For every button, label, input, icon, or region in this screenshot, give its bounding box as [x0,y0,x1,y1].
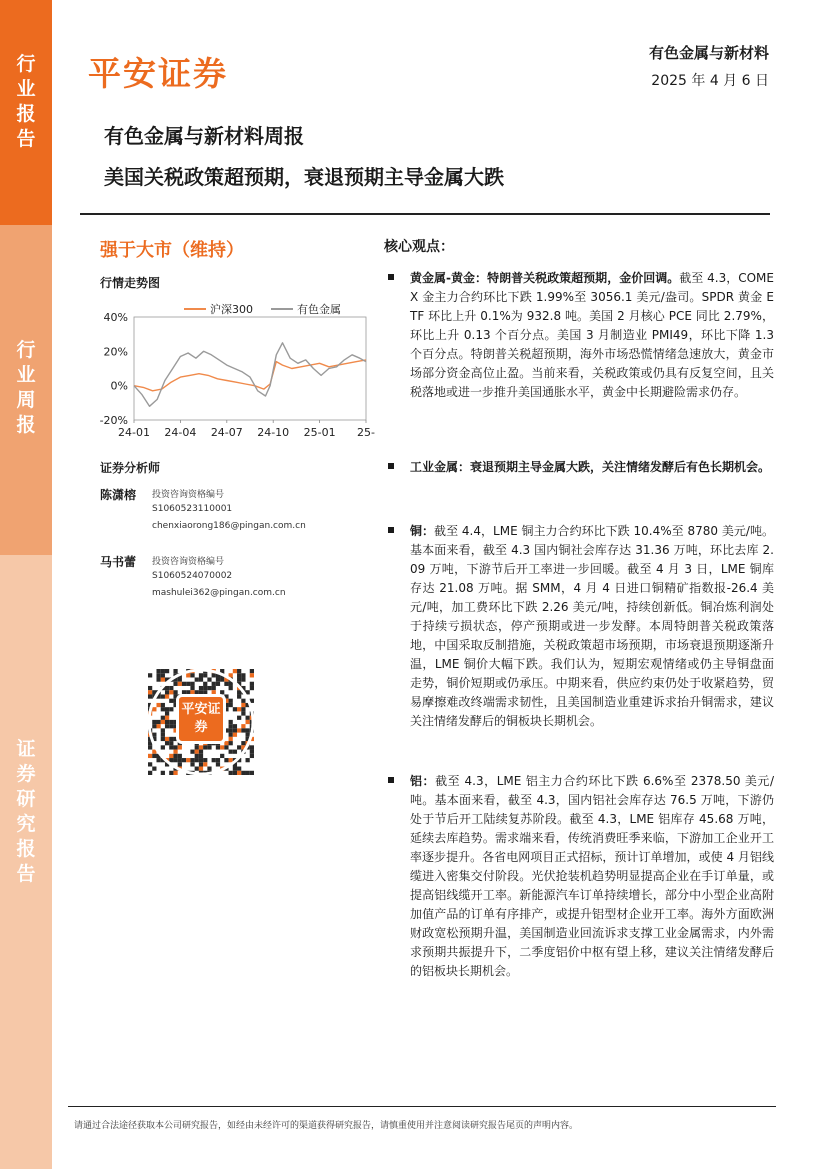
qr-module [169,686,173,690]
qr-module [148,690,152,694]
qr-module [237,771,241,775]
qr-module [156,677,160,681]
qr-module [246,758,250,762]
qr-module [169,707,173,711]
qr-module [229,686,233,690]
qr-module [241,741,245,745]
x-tick-label: 24-04 [164,426,197,439]
qr-module [148,745,152,749]
qr-module [169,720,173,724]
x-tick-label: 24-10 [257,426,290,439]
analyst-cert-number: S1060524070002 [152,571,233,581]
qr-module [190,673,194,677]
qr-module [161,720,165,724]
qr-module [233,733,237,737]
analyst-cert-label: 投资咨询资格编号 [152,490,225,500]
qr-module [224,682,228,686]
qr-module [169,754,173,758]
qr-module [229,741,233,745]
qr-module [233,669,237,673]
analyst-name: 陈潇榕 [100,488,137,502]
analyst-email[interactable]: mashulei362@pingan.com.cn [152,588,286,598]
qr-module [237,767,241,771]
qr-module [229,682,233,686]
qr-module [173,750,177,754]
qr-module [190,762,194,766]
qr-module [250,750,254,754]
market-trend-chart [96,295,375,445]
qr-module [186,758,190,762]
paragraph-body: 截至 4.4，LME 铜主力合约环比下跌 10.4%至 8780 美元/吨。基本面来看，截至 4.3 国内铜社会库存达 31.36 万吨，环比去库 2.09 万吨，下游节后开工率进一步回暖。截至 4 月 3 日，LME 铜库存达 21.08 万吨。据 SMM，4 月 4 日进口铜精矿指数报-26.4 美元/吨，加工费环比下跌 2.26 美元/吨，持续创新低。铜冶炼利润处于持续亏损状态，停产预期或进一步发酵。本周特朗普关税政策落地，中国采取反制措施，关税政策超市场预期，市场衰退预期逐渐升温，LME 铜价大幅下跌。我们认为，短期宏观情绪或仍主导铜盘面走势，铜价短期或仍承压。中期来看，供应约束仍处于收紧趋势，贸易摩擦难改终端需求韧性，且美国制造业重建诉求抬升铜需求，建议关注情绪发酵后的铜板块长期机会。 [410,524,774,728]
analyst-section-title: 证券分析师 [100,461,161,475]
qr-module [233,750,237,754]
qr-module [161,703,165,707]
chart-series [134,343,366,407]
qr-module [229,699,233,703]
qr-module [156,703,160,707]
side-band [0,0,52,1169]
qr-module [161,728,165,732]
qr-module [152,707,156,711]
y-tick-label: -20% [99,414,128,427]
qr-module [229,758,233,762]
qr-module [250,771,254,775]
qr-module [229,703,233,707]
qr-module [220,754,224,758]
qr-module [169,737,173,741]
qr-module [224,741,228,745]
qr-module [216,745,220,749]
qr-module [195,677,199,681]
qr-module [241,707,245,711]
x-tick-label: 25-01 [303,426,336,439]
qr-module [169,699,173,703]
view-paragraph-aluminum [388,772,774,981]
qr-module [165,707,169,711]
qr-module [148,754,152,758]
qr-module [173,745,177,749]
qr-module [216,677,220,681]
chart-legend [184,302,341,316]
qr-module [152,720,156,724]
x-tick-label: 24-01 [118,426,150,439]
qr-module [199,767,203,771]
qr-module [216,762,220,766]
footer-divider [68,1106,776,1107]
qr-module [229,750,233,754]
qr-module [195,767,199,771]
side-band-report-kind [0,225,52,555]
qr-module [233,728,237,732]
qr-module [182,758,186,762]
qr-module [241,724,245,728]
qr-module [246,720,250,724]
qr-module [152,724,156,728]
paragraph-text [410,772,774,981]
qr-module [165,669,169,673]
qr-module [199,758,203,762]
qr-module [178,677,182,681]
qr-module [250,673,254,677]
qr-module [203,758,207,762]
qr-module [169,758,173,762]
qr-module [229,737,233,741]
qr-module [241,703,245,707]
qr-module [229,724,233,728]
qr-module [148,762,152,766]
qr-module [250,745,254,749]
qr-module [246,716,250,720]
qr-module [148,686,152,690]
qr-module [237,694,241,698]
qr-module [195,754,199,758]
qr-module [169,771,173,775]
qr-module [161,673,165,677]
qr-module [182,682,186,686]
analyst-cert-label: 投资咨询资格编号 [152,557,225,567]
qr-module [156,720,160,724]
qr-logo-badge [176,694,226,744]
qr-module [216,758,220,762]
paragraph-body: 截至 4.3，COMEX 金主力合约环比下跌 1.99%至 3056.1 美元/盎司。SPDR 黄金 ETF 环比上升 0.1%为 932.8 吨。美国 2 月核心 PCE 同比 2.79%，环比上升 0.13 个百分点。美国 3 月制造业 PMI49，环比下降 1.3 个百分点。特朗普关税超预期，海外市场恐慌情绪急速放大，黄金市场部分资金高位止盈。当前来看，关税政策或仍具有反复空间，且关税落地或进一步推升美国通胀水平，黄金中长期避险需求仍存。 [410,271,774,399]
analyst-name: 马书蕾 [100,555,137,569]
qr-module [148,771,152,775]
qr-module [212,673,216,677]
y-tick-label: 20% [103,345,128,359]
qr-module [152,767,156,771]
qr-module [246,771,250,775]
qr-module [161,669,165,673]
qr-module [203,673,207,677]
qr-module [250,754,254,758]
qr-module [156,669,160,673]
qr-module [199,677,203,681]
qr-module [203,745,207,749]
qr-module [203,762,207,766]
qr-module [241,677,245,681]
rating-label: 强于大市（维持） [100,240,244,261]
qr-module [165,686,169,690]
qr-logo-text: 平安证券 [181,702,221,735]
qr-module [190,750,194,754]
view-paragraph-copper [388,522,774,731]
qr-module [169,741,173,745]
qr-module [178,762,182,766]
bullet-icon [388,777,394,783]
qr-module [199,745,203,749]
core-views-title: 核心观点： [384,239,454,255]
qr-module [152,733,156,737]
qr-module [199,686,203,690]
qr-module [220,745,224,749]
qr-module [250,669,254,673]
qr-module [173,669,177,673]
side-band-research [0,555,52,1169]
industry-label: 有色金属与新材料 [648,44,769,62]
qr-module [161,716,165,720]
paragraph-lead: 铝： [410,774,436,788]
qr-module [148,694,152,698]
qr-module [165,694,169,698]
qr-module [156,673,160,677]
paragraph-text [410,458,774,477]
qr-module [161,737,165,741]
side-band-report-category [0,0,52,225]
qr-module [246,728,250,732]
qr-module [237,669,241,673]
qr-module [233,767,237,771]
qr-module [169,690,173,694]
qr-module [165,716,169,720]
paragraph-lead: 工业金属：衰退预期主导金属大跌，关注情绪发酵后有色长期机会。 [410,460,771,474]
qr-module [152,754,156,758]
qr-module [233,707,237,711]
qr-module [173,682,177,686]
qr-module [165,690,169,694]
qr-module [207,686,211,690]
qr-module [156,758,160,762]
qr-module [237,728,241,732]
qr-module [190,758,194,762]
qr-module [195,750,199,754]
qr-module [207,767,211,771]
qr-module [169,745,173,749]
qr-module [178,754,182,758]
qr-module [165,724,169,728]
side-band-label-1: 行业报告 [16,53,36,150]
qr-module [229,733,233,737]
qr-module [186,673,190,677]
qr-module [241,699,245,703]
qr-module [250,682,254,686]
qr-module [241,673,245,677]
paragraph-text [410,522,774,731]
qr-module [207,677,211,681]
y-tick-label: 0% [110,379,128,393]
qr-module [199,673,203,677]
qr-module [207,745,211,749]
qr-module [199,750,203,754]
header-divider [80,213,770,215]
qr-module [161,677,165,681]
qr-module [250,686,254,690]
qr-module [165,741,169,745]
qr-module [161,745,165,749]
qr-module [173,771,177,775]
company-logo: 平安证券 [88,54,228,93]
paragraph-body: 截至 4.3，LME 铝主力合约环比下跌 6.6%至 2378.50 美元/吨。基本面来看，截至 4.3，国内铝社会库存达 76.5 万吨，下游仍处于节后开工陆续复苏阶段。截至 4.3，LME 铝库存 45.68 万吨，延续去库趋势。需求端来看，传统消费旺季来临，下游加工企业开工率逐步提升。各省电网项目正式招标，预计订单增加，或使 4 月铝线缆进入密集交付阶段。光伏抢装机趋势明显提高企业在手订单量，或提高铝线缆开工率。新能源汽车订单持续增长，部分中小型企业高附加值产品的订单有序排产，或提升铝型材企业开工率。海外方面欧洲财政宽松预期升温，美国制造业回流诉求支撑工业金属需求，内外需求预期共振提升下，二季度铝价中枢有望上移，建议关注情绪发酵后的铝板块长期机会。 [410,774,774,978]
qr-module [229,771,233,775]
qr-module [246,733,250,737]
legend-label: 沪深300 [210,303,253,316]
side-band-label-2: 行业周报 [16,339,36,436]
qr-module [212,682,216,686]
qr-module [237,716,241,720]
qr-module [165,737,169,741]
qr-module [173,758,177,762]
report-headline: 美国关税政策超预期，衰退预期主导金属大跌 [104,165,504,189]
qr-module [237,690,241,694]
footer-disclaimer: 请通过合法途径获取本公司研究报告，如经由未经许可的渠道获得研究报告，请慎重使用并注意阅读研究报告尾页的声明内容。 [74,1121,579,1131]
qr-module [169,724,173,728]
qr-module [237,745,241,749]
qr-module [216,682,220,686]
qr-module [224,745,228,749]
report-date: 2025 年 4 月 6 日 [651,73,769,89]
qr-module [178,745,182,749]
qr-module [237,673,241,677]
qr-module [233,724,237,728]
qr-module [199,762,203,766]
qr-module [173,690,177,694]
chart-axes [100,311,375,439]
analyst-cert-number: S1060523110001 [152,504,233,514]
qr-module [229,728,233,732]
qr-module [241,771,245,775]
qr-module [190,686,194,690]
side-band-label-3: 证券研究报告 [16,738,36,885]
qr-module [241,728,245,732]
analyst-email[interactable]: chenxiaorong186@pingan.com.cn [152,521,306,531]
qr-module [203,686,207,690]
qr-module [156,724,160,728]
series-line-nonferrous [134,343,366,407]
chart-title: 行情走势图 [100,276,161,290]
qr-module [148,673,152,677]
y-tick-label: 40% [103,311,128,324]
qr-module [229,720,233,724]
qr-module [178,758,182,762]
qr-module [178,682,182,686]
paragraph-lead: 铜： [410,524,435,538]
qr-module [195,758,199,762]
qr-module [161,733,165,737]
bullet-icon [388,274,394,280]
paragraph-lead: 黄金属-黄金：特朗普关税政策超预期，金价回调。 [410,271,680,285]
qr-module [165,720,169,724]
qr-module [237,707,241,711]
qr-module [212,758,216,762]
qr-module [233,771,237,775]
qr-module [241,711,245,715]
bullet-icon [388,463,394,469]
qr-module [165,711,169,715]
report-type-title: 有色金属与新材料周报 [104,124,304,148]
qr-module [190,682,194,686]
view-paragraph-industrial [388,458,774,477]
qr-module [220,677,224,681]
qr-module [195,745,199,749]
qr-module [203,682,207,686]
bullet-icon [388,527,394,533]
qr-module [199,754,203,758]
qr-module [161,771,165,775]
qr-module [161,694,165,698]
qr-module [173,754,177,758]
x-tick-label: 24-07 [210,426,243,439]
x-tick-label: 25- [357,426,375,439]
view-paragraph-gold [388,269,774,402]
qr-module [161,707,165,711]
legend-label: 有色金属 [297,303,341,316]
qr-module [212,686,216,690]
qr-module [186,682,190,686]
paragraph-text [410,269,774,402]
qr-module [224,758,228,762]
qr-module [237,677,241,681]
